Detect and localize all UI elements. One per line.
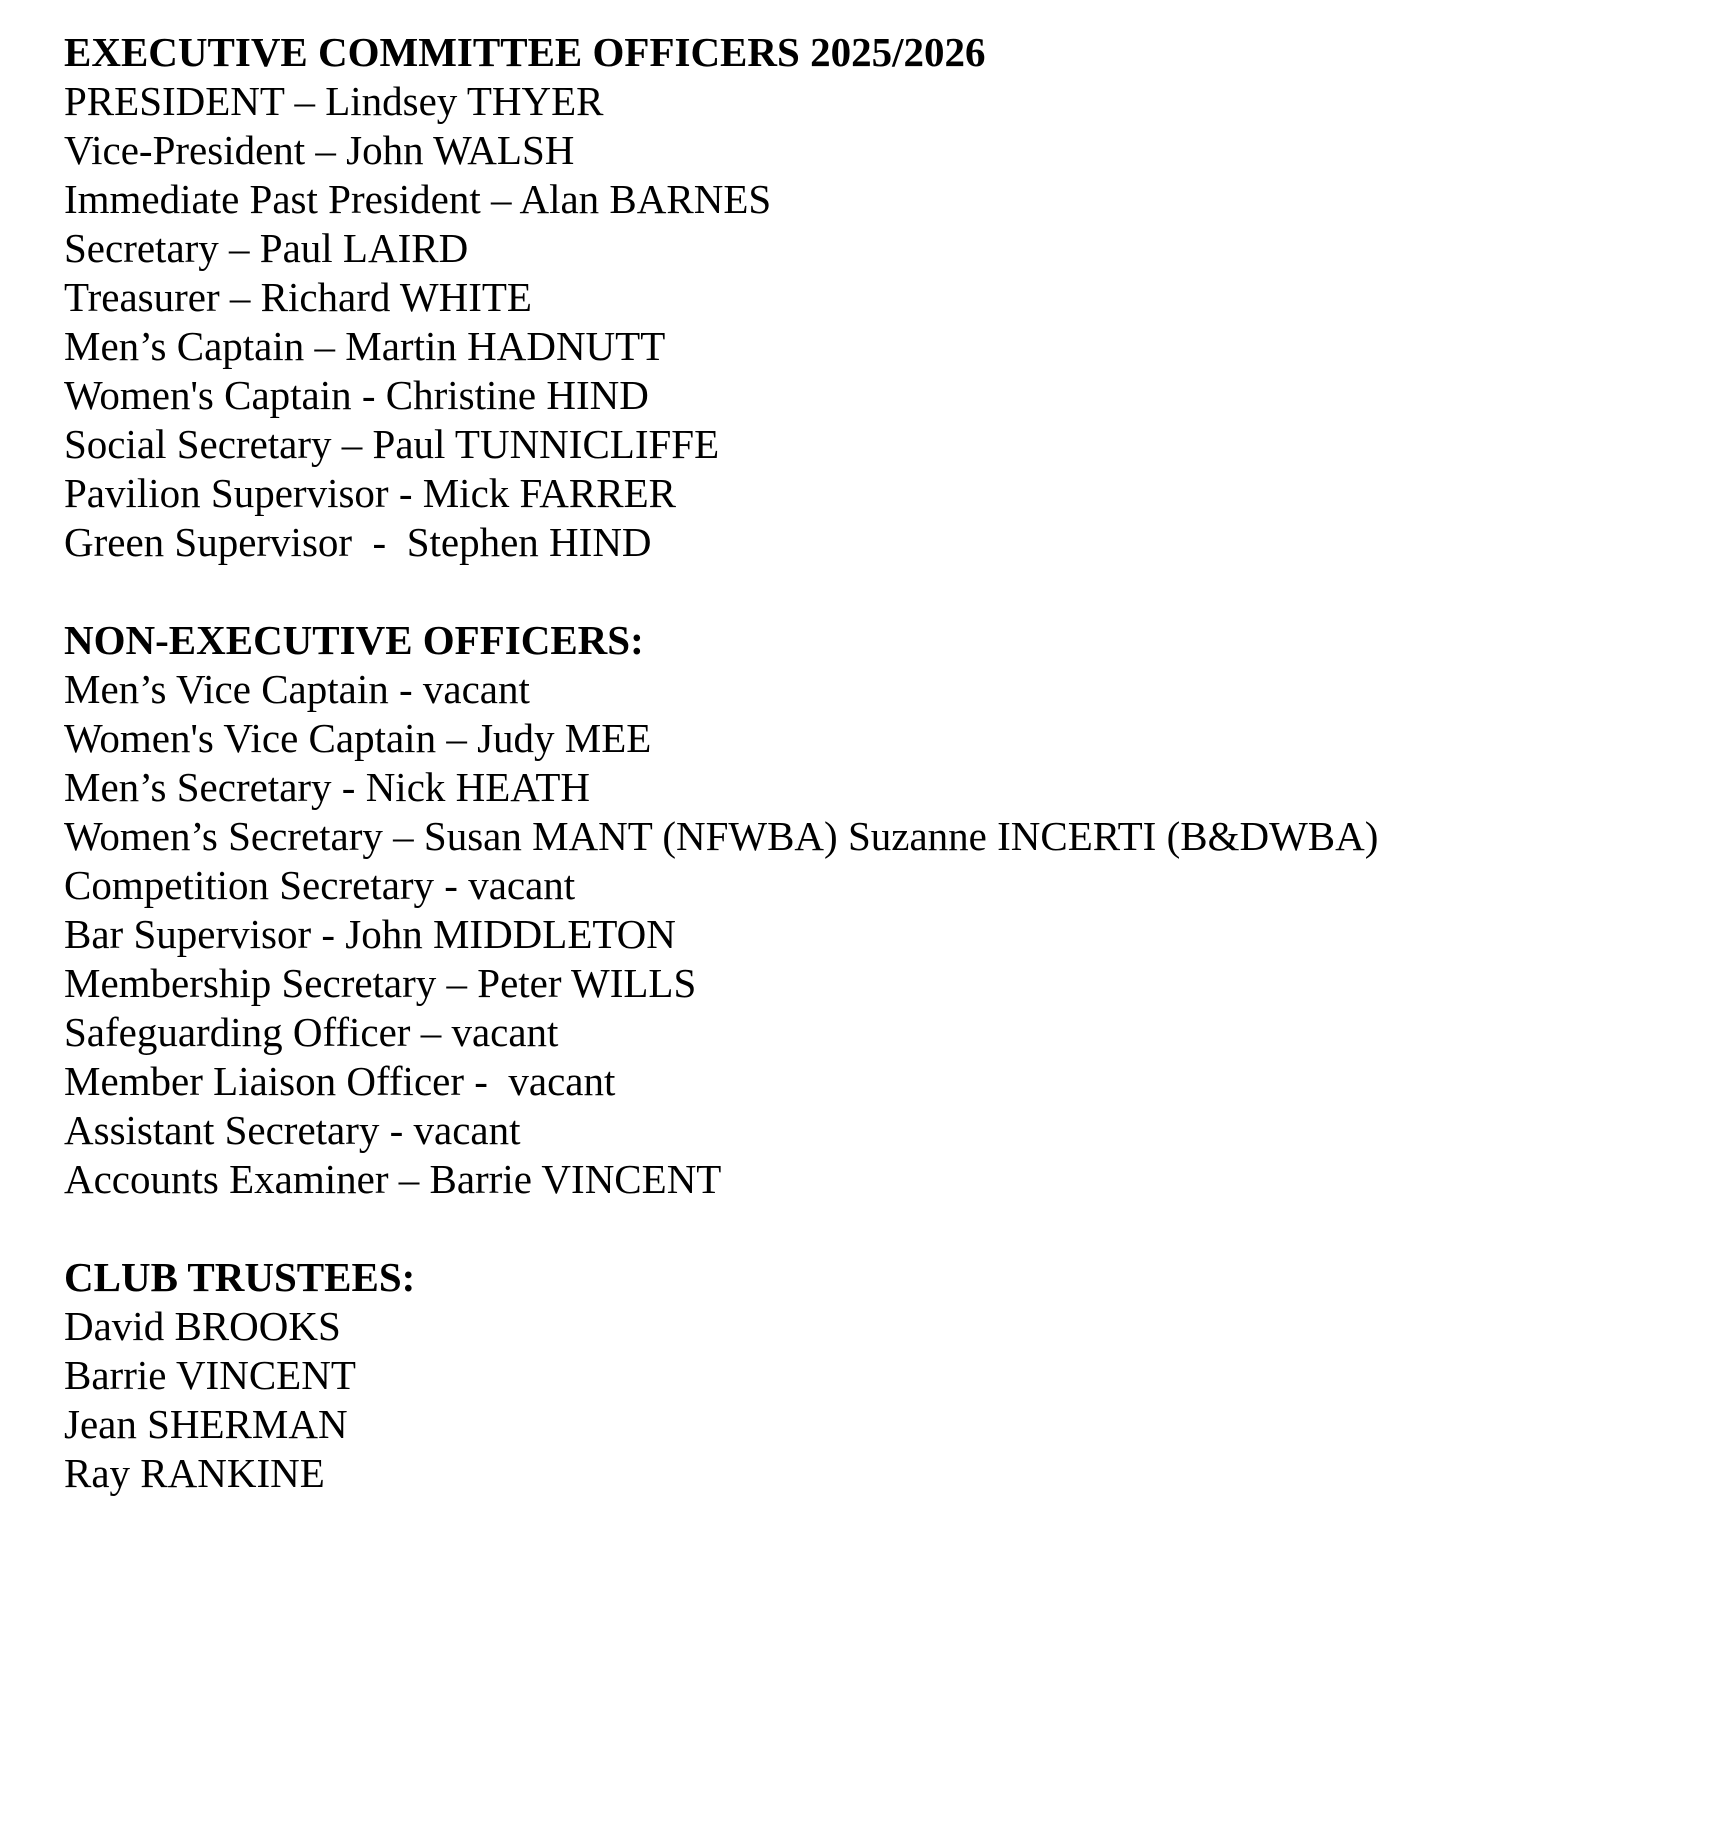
officer-line: Men’s Secretary - Nick HEATH — [64, 764, 591, 810]
officer-line: Vice-President – John WALSH — [64, 127, 575, 173]
officer-line: Bar Supervisor - John MIDDLETON — [64, 911, 676, 957]
officer-line: David BROOKS — [64, 1303, 341, 1349]
officer-line: Barrie VINCENT — [64, 1352, 356, 1398]
officer-line: Secretary – Paul LAIRD — [64, 225, 469, 271]
section-heading: NON-EXECUTIVE OFFICERS: — [64, 617, 644, 663]
officer-line: Men’s Vice Captain - vacant — [64, 666, 530, 712]
document-body — [64, 28, 1704, 1498]
officer-line: Member Liaison Officer - vacant — [64, 1058, 616, 1104]
officer-line: Women's Vice Captain – Judy MEE — [64, 715, 652, 761]
officer-line: Membership Secretary – Peter WILLS — [64, 960, 697, 1006]
officer-line: PRESIDENT – Lindsey THYER — [64, 78, 604, 124]
officer-line: Ray RANKINE — [64, 1450, 325, 1496]
officer-line: Men’s Captain – Martin HADNUTT — [64, 323, 666, 369]
officer-line: Pavilion Supervisor - Mick FARRER — [64, 470, 676, 516]
officer-line: Assistant Secretary - vacant — [64, 1107, 521, 1153]
officer-line: Accounts Examiner – Barrie VINCENT — [64, 1156, 722, 1202]
officer-line: Safeguarding Officer – vacant — [64, 1009, 559, 1055]
officer-line: Women’s Secretary – Susan MANT (NFWBA) Suzanne INCERTI (B&DWBA) — [64, 813, 1379, 859]
officers-section — [64, 616, 1704, 1204]
officers-section — [64, 28, 1704, 567]
officers-section — [64, 1253, 1704, 1498]
officer-line: Immediate Past President – Alan BARNES — [64, 176, 772, 222]
officer-line: Treasurer – Richard WHITE — [64, 274, 532, 320]
section-heading: CLUB TRUSTEES: — [64, 1254, 416, 1300]
officer-line: Competition Secretary - vacant — [64, 862, 576, 908]
section-heading: EXECUTIVE COMMITTEE OFFICERS 2025/2026 — [64, 29, 986, 75]
officer-line: Jean SHERMAN — [64, 1401, 348, 1447]
officer-line: Green Supervisor - Stephen HIND — [64, 519, 652, 565]
officer-line: Social Secretary – Paul TUNNICLIFFE — [64, 421, 720, 467]
officer-line: Women's Captain - Christine HIND — [64, 372, 649, 418]
